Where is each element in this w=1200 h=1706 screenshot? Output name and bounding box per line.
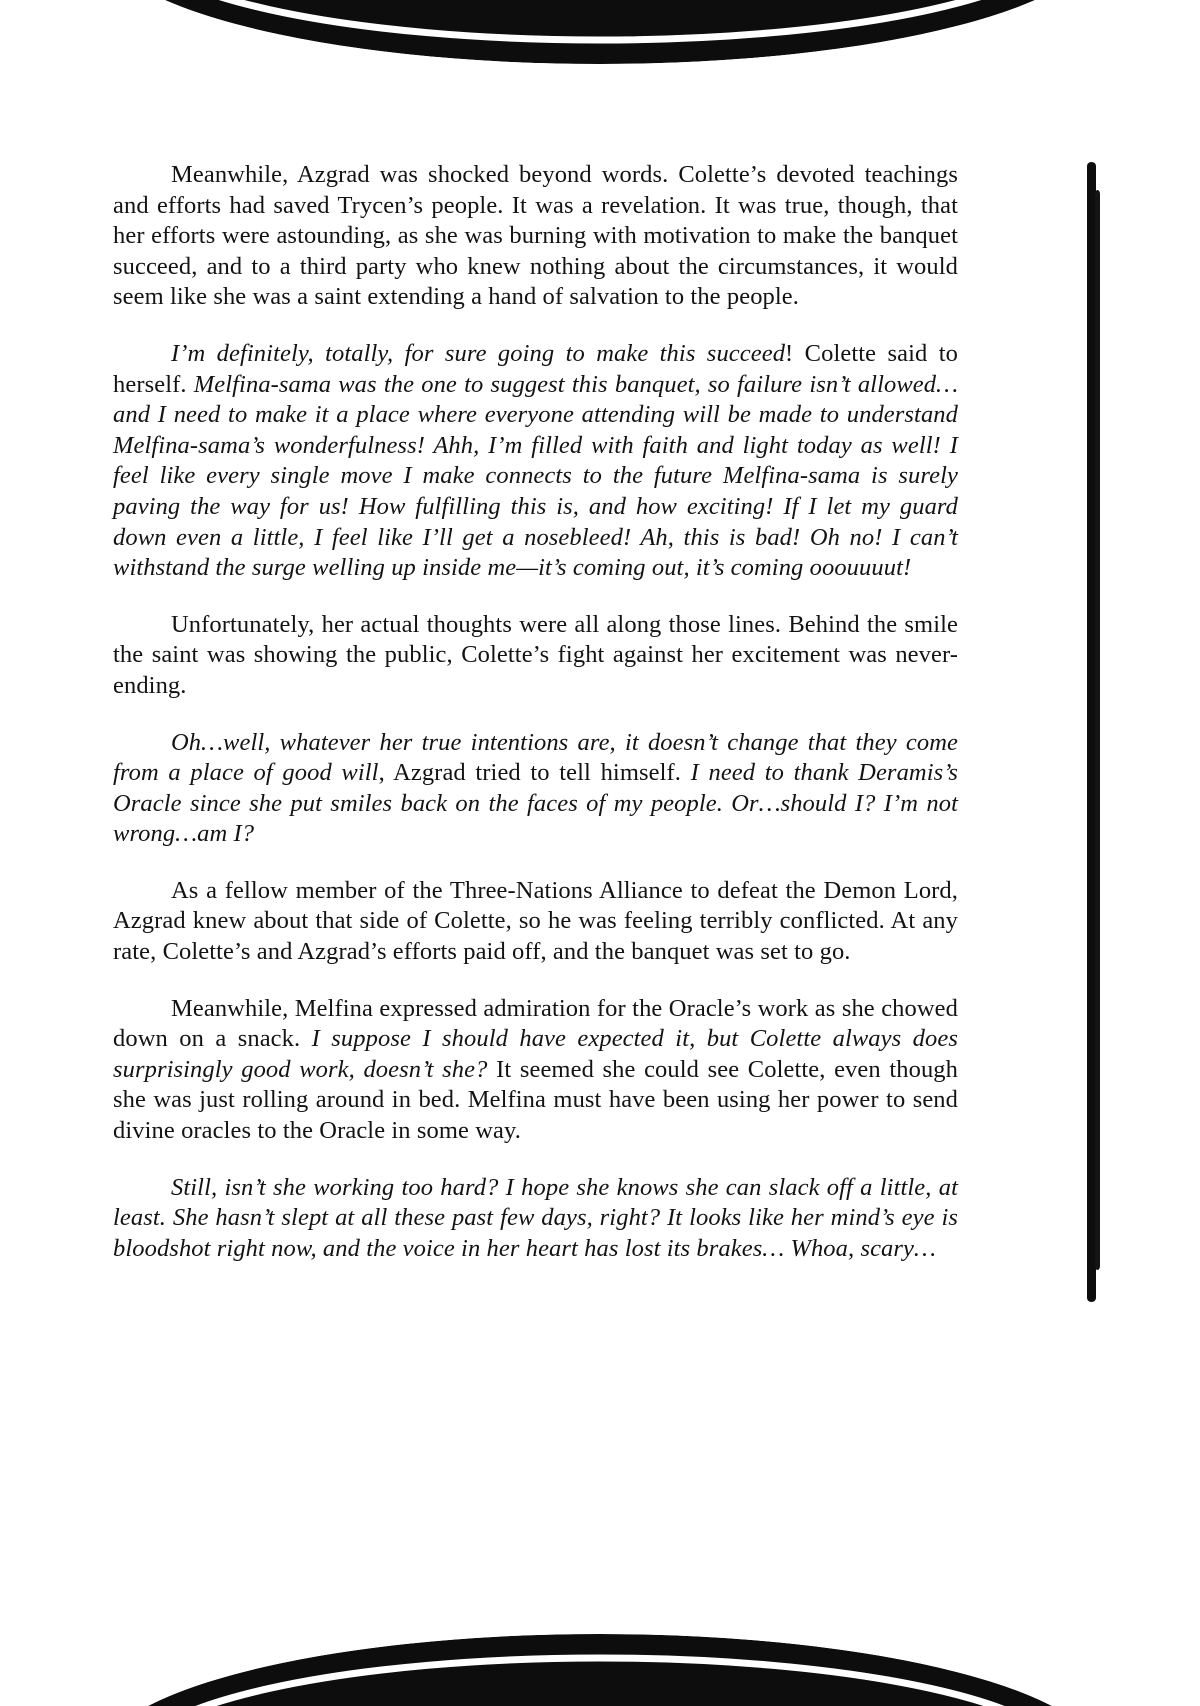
paragraph-4 [113,728,958,850]
paragraph-6-seg-2: I suppose I should have expected it, but Colette always does surprisingly good work, doesn’t she? [113,1025,958,1083]
paragraph-7: Still, isn’t she working too hard? I hope she knows she can slack off a little, at least. She hasn’t slept at all these past few days, right? It looks like her mind’s eye is bloodshot right now, and the voice in her heart has lost its brakes… Whoa, scary… [113,1173,958,1262]
paragraph-5: As a fellow member of the Three-Nations Alliance to defeat the Demon Lord, Azgrad knew about that side of Colette, so he was feeling terribly conflicted. At any rate, Colette’s and Azgrad’s efforts paid off, and the banquet was set to go. [113,876,958,966]
right-edge-rule-inner [1095,190,1100,1270]
paragraph-2 [113,339,958,584]
paragraph-1: Meanwhile, Azgrad was shocked beyond words. Colette’s devoted teachings and efforts had saved Trycen’s people. It was a revelation. It was true, though, that her efforts were astounding, as she was burning with motivation to make the banquet succeed, and to a third party who knew nothing about the circumstances, it would seem like she was a saint extending a hand of salvation to the people. [113,161,958,311]
paragraph-3: Unfortunately, her actual thoughts were all along those lines. Behind the smile the saint was showing the public, Colette’s fight against her excitement was never-ending. [113,610,958,699]
page-text-column [113,160,958,1264]
right-edge-rule [1087,162,1096,1302]
paragraph-6 [113,994,958,1147]
paragraph-2-seg-3: Melfina-sama was the one to suggest this banquet, so failure isn’t allowed… and I need to make it a place where everyone attending will be made to understand Melfina-sama’s wonderfulness! Ahh, I’m filled with faith and light today as well! I feel like every single move I make connects to the future Melfina-sama is surely paving the way for us! How fulfilling this is, and how exciting! If I let my guard down even a little, I feel like I’ll get a nosebleed! Ah, this is bad! Oh no! I can’t withstand the surge welling up inside me—it’s coming out, it’s coming ooouuuut! [113,370,958,582]
paragraph-6-seg-3: It seemed she could see Colette, even though she was just rolling around in bed. Melfina must have been using her power to send divine oracles to the Oracle in some way. [113,1055,958,1145]
paragraph-4-seg-2: , Azgrad tried to tell himself. [378,759,691,787]
paragraph-6-seg-1: Meanwhile, Melfina expressed admiration for the Oracle’s work as she chowed down on a snack. [113,994,958,1053]
bottom-decorative-border [95,1634,1105,1706]
paragraph-4-seg-1: Oh…well, whatever her true intentions are, it doesn’t change that they come from a place of good will [113,728,958,787]
paragraph-4-seg-3: I need to thank Deramis’s Oracle since she put smiles back on the faces of my people. Or…should I? I’m not wrong…am I? [113,759,958,848]
paragraph-2-seg-1: I’m definitely, totally, for sure going to make this succeed [171,339,786,367]
paragraph-2-seg-2: ! Colette said to herself. [113,339,958,398]
top-decorative-border [95,0,1105,64]
